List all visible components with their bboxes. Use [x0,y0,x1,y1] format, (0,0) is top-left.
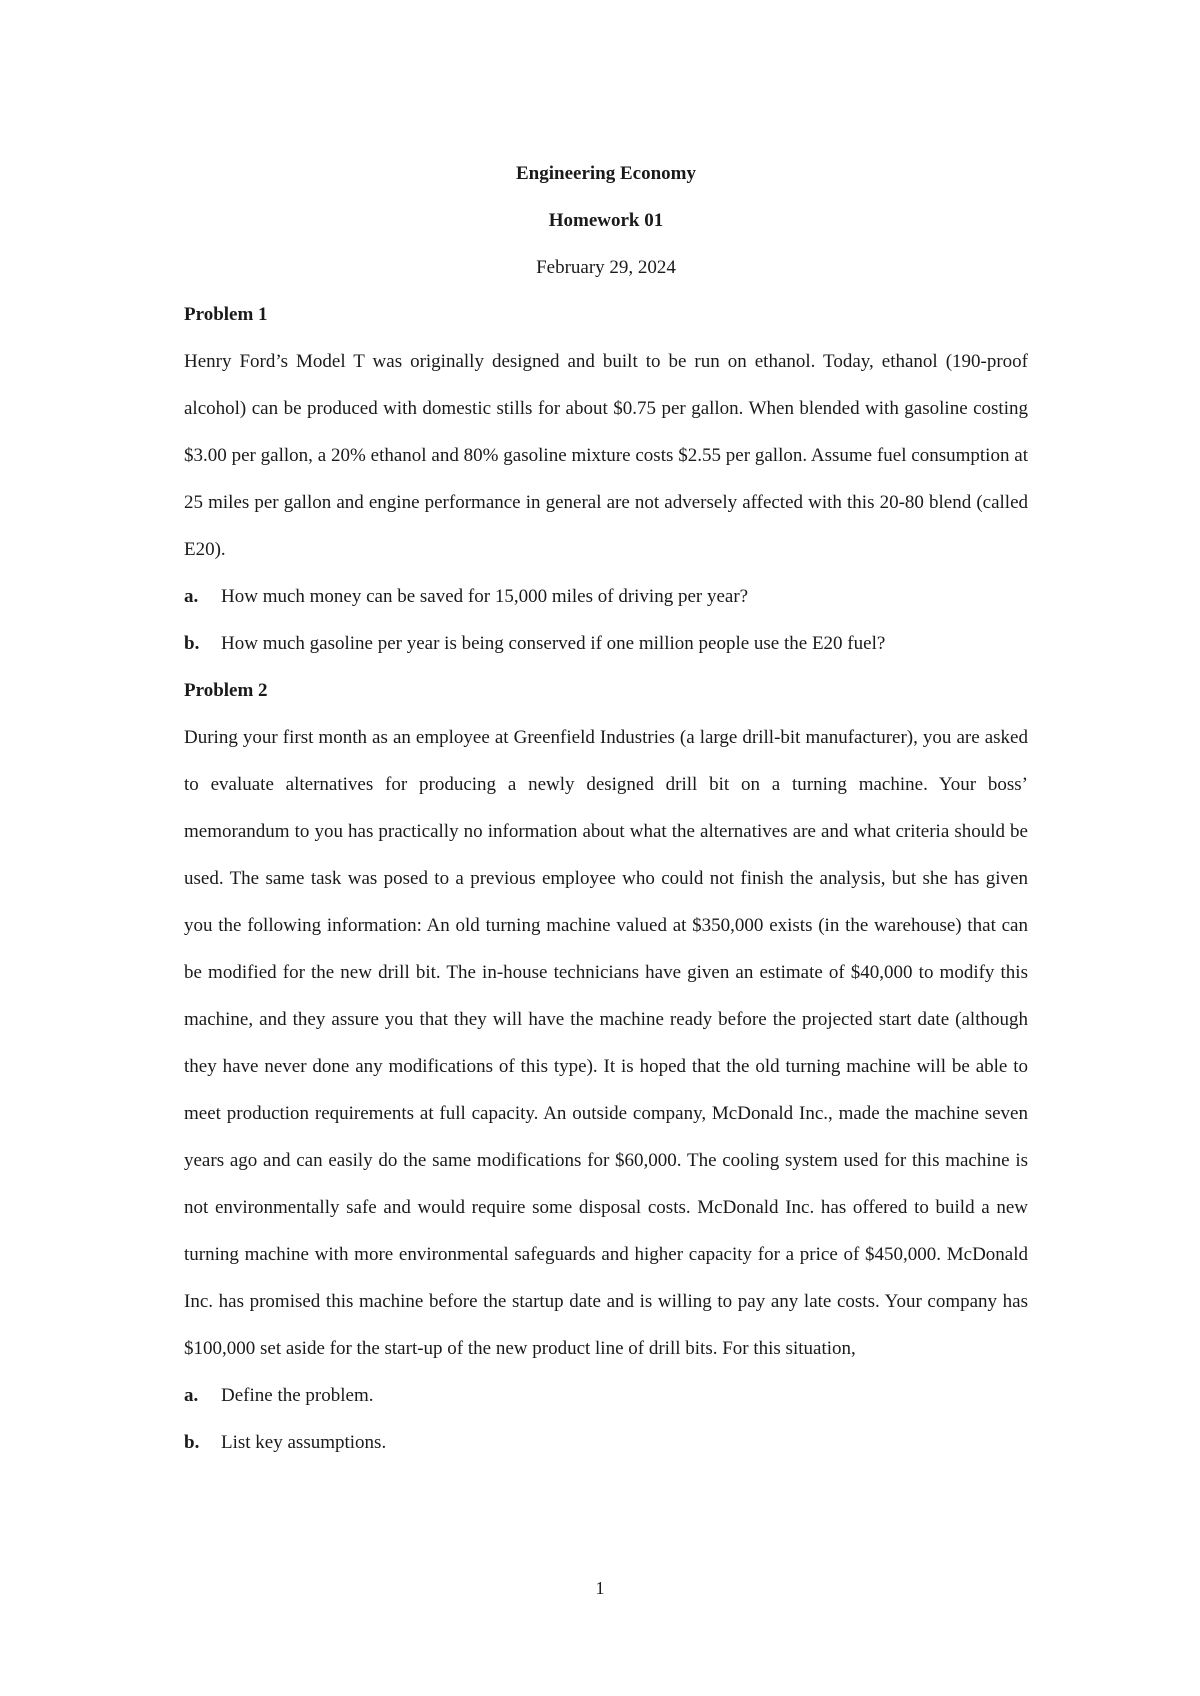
problem-2-title: Problem 2 [184,680,268,701]
problem-1-text: Henry Ford’s Model T was originally designed and built to be run on ethanol. Today, ethanol (190-proof alcohol) can be produced with domestic stills for about $0.75 per gallon. When blended with gasoline costing $3.00 per gallon, a 20% ethanol and 80% gasoline mixture costs $2.55 per gallon. Assume fuel consumption at 25 miles per gallon and engine performance in general are not adversely affected with this 20-80 blend (called E20). [184,351,1028,560]
question-text: How much money can be saved for 15,000 miles of driving per year? [221,586,749,607]
question-letter: a. [184,1385,199,1406]
question-letter: a. [184,586,199,607]
course-title: Engineering Economy [516,163,696,184]
problem-2-question-b [184,1419,1028,1466]
question-text: List key assumptions. [221,1432,387,1453]
assignment-title: Homework 01 [548,210,664,231]
document-date: February 29, 2024 [536,257,676,278]
question-letter: b. [184,633,200,654]
question-letter: b. [184,1432,200,1453]
problem-1-question-a [184,573,1028,620]
problem-2-question-a [184,1372,1028,1419]
document-page [184,150,1028,1466]
question-text: Define the problem. [221,1385,374,1406]
problem-1-title: Problem 1 [184,304,268,325]
page-number: 1 [595,1578,605,1598]
problem-2-text: During your first month as an employee at Greenfield Industries (a large drill-bit manufacturer), you are asked to evaluate alternatives for producing a newly designed drill bit on a turning machine. Your boss’ memorandum to you has practically no information about what the alternatives are and what criteria should be used. The same task was posed to a previous employee who could not finish the analysis, but she has given you the following information: An old turning machine valued at $350,000 exists (in the warehouse) that can be modified for the new drill bit. The in-house technicians have given an estimate of $40,000 to modify this machine, and they assure you that they will have the machine ready before the projected start date (although they have never done any modifications of this type). It is hoped that the old turning machine will be able to meet production requirements at full capacity. An outside company, McDonald Inc., made the machine seven years ago and can easily do the same modifications for $60,000. The cooling system used for this machine is not environmentally safe and would require some disposal costs. McDonald Inc. has offered to build a new turning machine with more environmental safeguards and higher capacity for a price of $450,000. McDonald Inc. has promised this machine before the startup date and is willing to pay any late costs. Your company has $100,000 set aside for the start-up of the new product line of drill bits. For this situation, [184,727,1028,1359]
problem-1-question-b [184,620,1028,667]
question-text: How much gasoline per year is being conserved if one million people use the E20 fuel? [221,633,886,654]
